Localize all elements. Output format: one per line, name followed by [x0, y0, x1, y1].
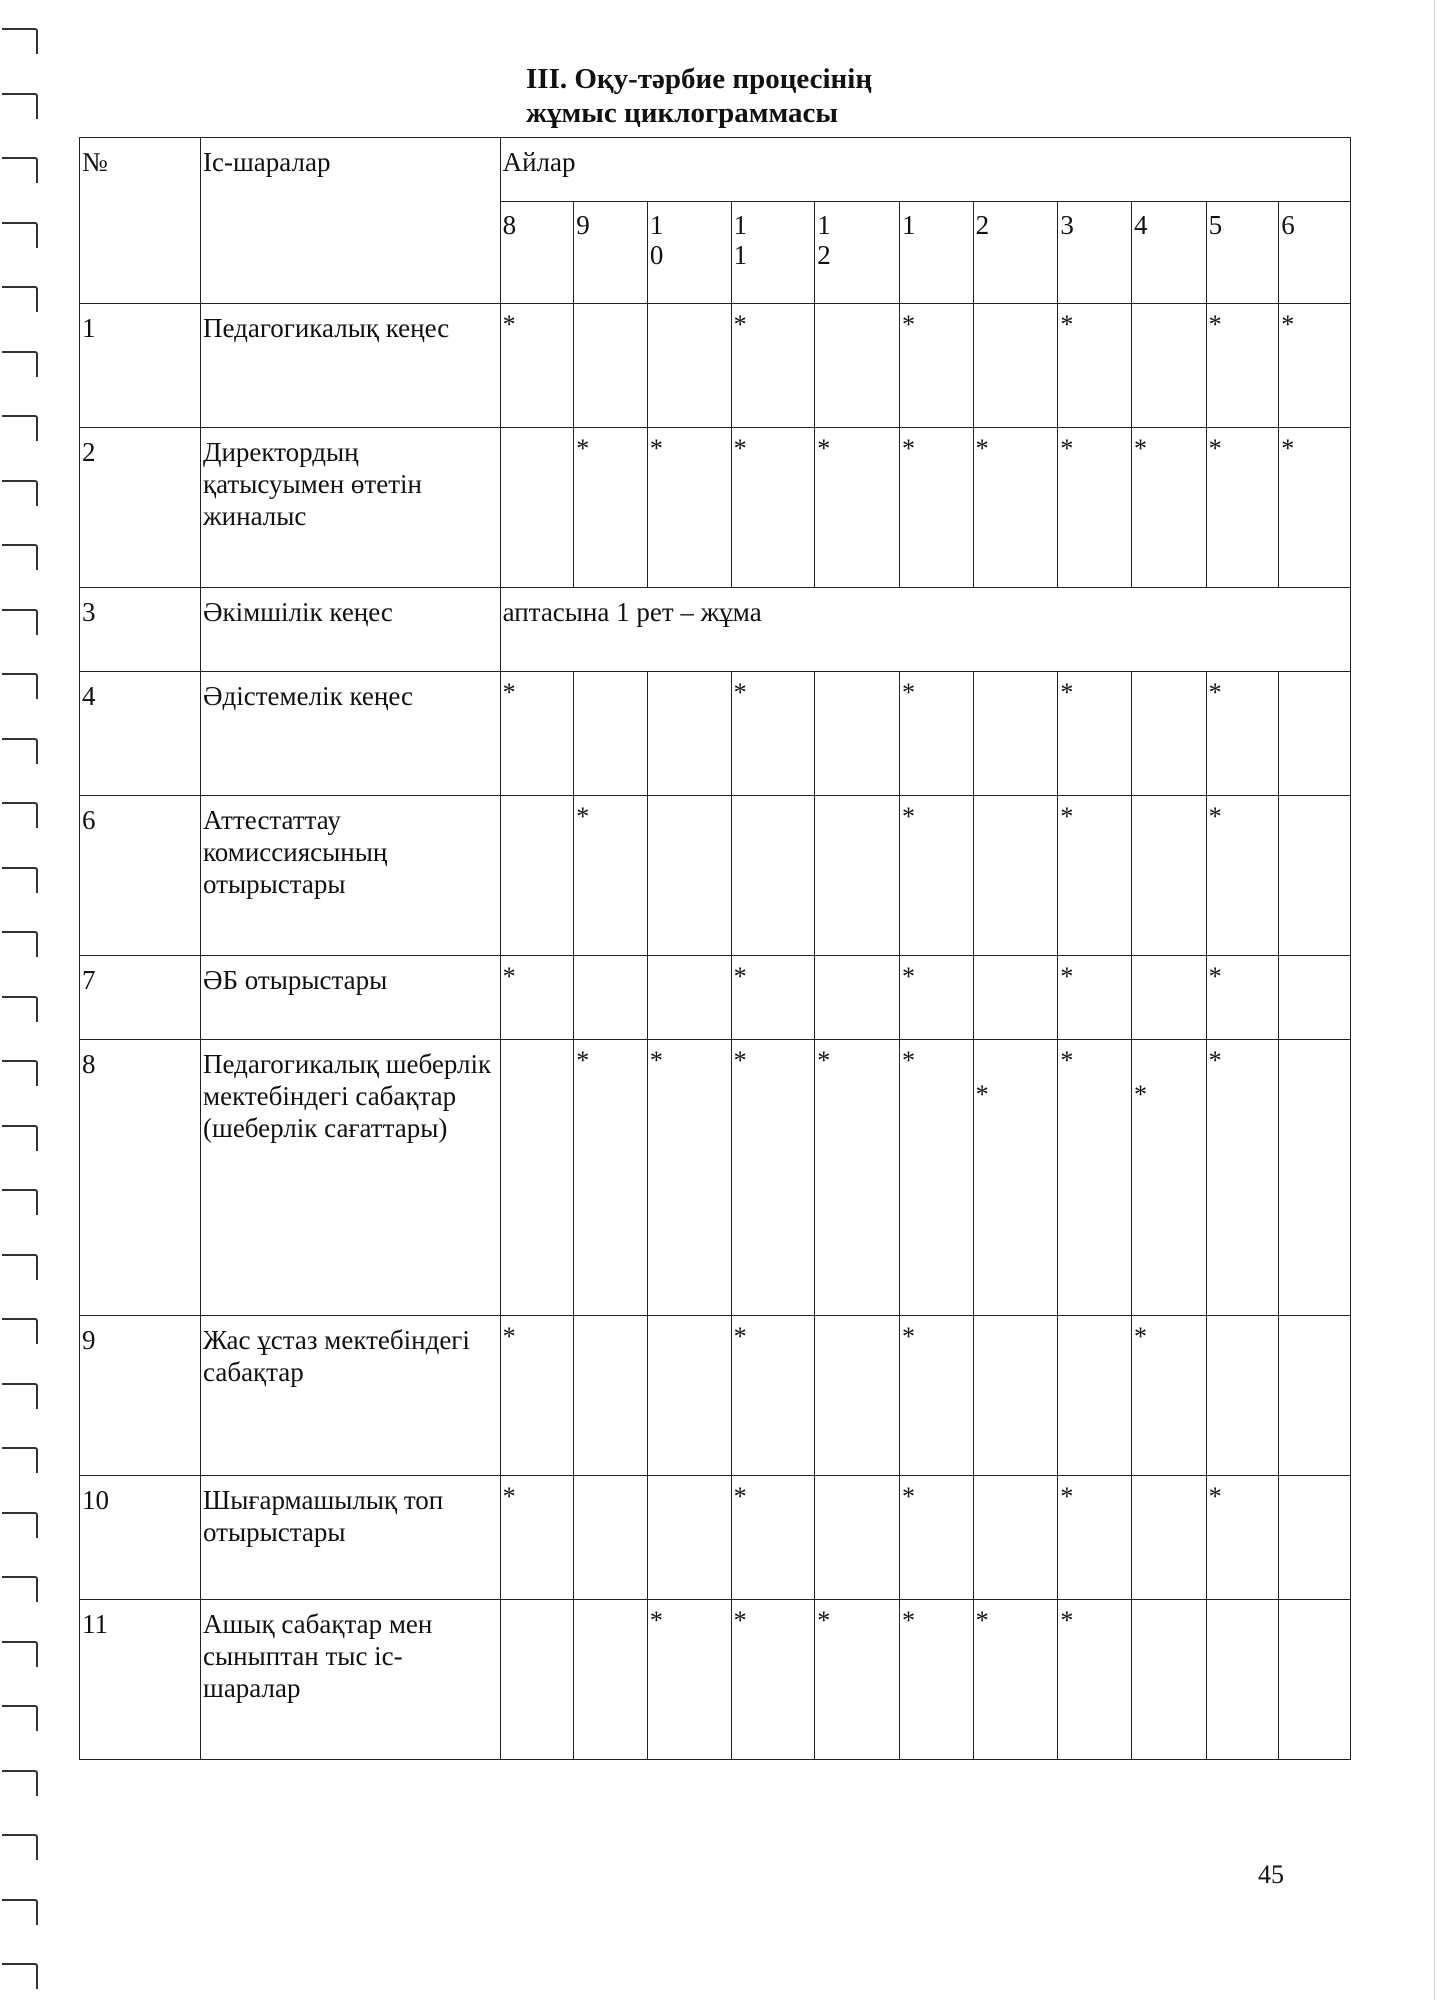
- month-cell: [900, 1476, 974, 1600]
- binding-ring: [2, 1705, 38, 1731]
- month-cell: [1206, 956, 1279, 1040]
- schedule-mark: *: [817, 434, 831, 463]
- event-name: Әдістемелік кеңес: [201, 672, 501, 796]
- schedule-mark: *: [817, 1606, 831, 1635]
- binding-ring: [2, 738, 38, 764]
- month-label: 9: [576, 210, 590, 240]
- table-row: [80, 956, 1351, 1040]
- month-cell: [1131, 428, 1206, 588]
- month-cell: [815, 304, 900, 428]
- row-number: 4: [80, 672, 201, 796]
- cyclogram-table: [79, 137, 1351, 1760]
- schedule-mark: *: [1281, 310, 1295, 339]
- schedule-mark: *: [733, 962, 747, 991]
- row-number: 11: [80, 1600, 201, 1760]
- schedule-mark: *: [733, 310, 747, 339]
- schedule-mark: *: [902, 802, 916, 831]
- month-label: 1: [902, 210, 916, 240]
- month-label: 1: [733, 240, 748, 270]
- header-row: [80, 138, 1351, 202]
- event-name: Әкімшілік кеңес: [201, 588, 501, 672]
- month-cell: [1206, 672, 1279, 796]
- schedule-mark: *: [1060, 1046, 1074, 1075]
- month-cell: [1279, 1600, 1351, 1760]
- schedule-mark: *: [975, 434, 989, 463]
- schedule-mark: *: [649, 1606, 663, 1635]
- binding-ring: [2, 351, 38, 377]
- spiral-binding: [0, 0, 52, 2000]
- month-cell: [500, 672, 574, 796]
- page-title: [460, 62, 980, 130]
- table-row: [80, 1040, 1351, 1316]
- month-label: 1: [817, 210, 831, 240]
- row-number: 7: [80, 956, 201, 1040]
- table-row: [80, 304, 1351, 428]
- schedule-mark: *: [902, 1046, 916, 1075]
- month-cell: [1058, 428, 1132, 588]
- row-number: 10: [80, 1476, 201, 1600]
- binding-ring: [2, 609, 38, 635]
- schedule-mark: *: [733, 434, 747, 463]
- month-cell: [900, 796, 974, 956]
- month-cell: [647, 796, 731, 956]
- month-cell: [500, 1476, 574, 1600]
- month-cell: [1058, 1316, 1132, 1476]
- schedule-mark: *: [1060, 1482, 1074, 1511]
- month-cell: [1206, 1040, 1279, 1316]
- binding-ring: [2, 1770, 38, 1796]
- schedule-mark: *: [502, 1482, 516, 1511]
- month-cell: [973, 304, 1058, 428]
- month-header-cell: [500, 202, 574, 304]
- schedule-mark: *: [576, 802, 590, 831]
- month-cell: [647, 428, 731, 588]
- month-cell: [731, 428, 815, 588]
- binding-ring: [2, 673, 38, 699]
- event-name: Педагогикалық шеберлік мектебіндегі сабақтар (шеберлік сағаттары): [201, 1040, 501, 1316]
- binding-ring: [2, 1318, 38, 1344]
- row-number: 2: [80, 428, 201, 588]
- month-cell: [731, 1316, 815, 1476]
- schedule-mark: *: [1060, 1606, 1074, 1635]
- month-cell: [731, 796, 815, 956]
- table-row: [80, 1476, 1351, 1600]
- month-cell: [731, 956, 815, 1040]
- schedule-mark: *: [733, 1322, 747, 1351]
- schedule-mark: *: [1208, 1482, 1222, 1511]
- binding-ring: [2, 222, 38, 248]
- month-cell: [815, 428, 900, 588]
- month-header-cell: [1279, 202, 1351, 304]
- event-name: Жас ұстаз мектебіндегі сабақтар: [201, 1316, 501, 1476]
- month-cell: [731, 1600, 815, 1760]
- binding-ring: [2, 1254, 38, 1280]
- month-cell: [1206, 1316, 1279, 1476]
- binding-ring: [2, 1576, 38, 1602]
- schedule-mark: *: [502, 962, 516, 991]
- schedule-mark: *: [1060, 678, 1074, 707]
- month-label: 1: [649, 210, 664, 240]
- month-cell: [815, 1040, 900, 1316]
- event-name: ӘБ отырыстары: [201, 956, 501, 1040]
- month-cell: [1058, 1476, 1132, 1600]
- schedule-mark: *: [902, 678, 916, 707]
- month-cell: [574, 796, 648, 956]
- month-label: 5: [1208, 210, 1223, 240]
- month-cell: [1131, 1040, 1206, 1316]
- month-cell: [574, 1040, 648, 1316]
- binding-ring: [2, 1963, 38, 1989]
- binding-ring: [2, 1834, 38, 1860]
- schedule-mark: *: [1208, 678, 1222, 707]
- binding-ring: [2, 1125, 38, 1151]
- month-cell: [900, 1040, 974, 1316]
- month-cell: [1279, 1316, 1351, 1476]
- binding-ring: [2, 996, 38, 1022]
- binding-ring: [2, 415, 38, 441]
- binding-ring: [2, 544, 38, 570]
- schedule-mark: *: [902, 962, 916, 991]
- month-cell: [900, 1316, 974, 1476]
- binding-ring: [2, 1899, 38, 1925]
- month-cell: [1206, 1476, 1279, 1600]
- month-cell: [1058, 304, 1132, 428]
- month-cell: [1206, 428, 1279, 588]
- schedule-mark: *: [502, 678, 516, 707]
- binding-ring: [2, 1189, 38, 1215]
- month-cell: [1058, 956, 1132, 1040]
- month-cell: [731, 1040, 815, 1316]
- month-cell: [973, 1600, 1058, 1760]
- schedule-mark: *: [733, 678, 747, 707]
- schedule-mark: *: [1208, 962, 1222, 991]
- month-cell: [973, 1040, 1058, 1316]
- binding-ring: [2, 802, 38, 828]
- month-cell: [731, 672, 815, 796]
- schedule-mark: *: [502, 1322, 516, 1351]
- event-name: Педагогикалық кеңес: [201, 304, 501, 428]
- row-number: 1: [80, 304, 201, 428]
- month-cell: [574, 956, 648, 1040]
- schedule-mark: *: [975, 1080, 989, 1109]
- schedule-mark: *: [733, 1482, 747, 1511]
- month-cell: [1131, 1600, 1206, 1760]
- event-name: Шығармашылық топ отырыстары: [201, 1476, 501, 1600]
- title-line-1: III. Оқу-тәрбие процесінің: [526, 63, 873, 95]
- schedule-mark: *: [975, 1606, 989, 1635]
- month-header-cell: [574, 202, 648, 304]
- table-row: [80, 796, 1351, 956]
- schedule-mark: *: [1281, 434, 1295, 463]
- schedule-note: аптасына 1 рет – жұма: [500, 588, 1350, 672]
- month-cell: [574, 304, 648, 428]
- month-cell: [815, 672, 900, 796]
- month-cell: [1279, 672, 1351, 796]
- month-cell: [900, 672, 974, 796]
- month-cell: [500, 428, 574, 588]
- month-label: 2: [817, 240, 831, 270]
- schedule-mark: *: [902, 1482, 916, 1511]
- month-cell: [647, 672, 731, 796]
- row-number: 8: [80, 1040, 201, 1316]
- page-number: 45: [1258, 1860, 1284, 1889]
- schedule-mark: *: [1060, 802, 1074, 831]
- row-number: 3: [80, 588, 201, 672]
- month-cell: [900, 304, 974, 428]
- month-cell: [731, 1476, 815, 1600]
- schedule-mark: *: [649, 434, 663, 463]
- schedule-mark: *: [576, 1046, 590, 1075]
- page-edge: [1434, 0, 1435, 2000]
- schedule-mark: *: [902, 434, 916, 463]
- month-cell: [1058, 796, 1132, 956]
- title-line-2: жұмыс циклограммасы: [526, 97, 839, 129]
- month-header-cell: [1206, 202, 1279, 304]
- month-cell: [1058, 672, 1132, 796]
- month-cell: [815, 1316, 900, 1476]
- month-cell: [1131, 956, 1206, 1040]
- schedule-mark: *: [1208, 802, 1222, 831]
- month-cell: [500, 1600, 574, 1760]
- month-cell: [1058, 1040, 1132, 1316]
- table-row: [80, 1600, 1351, 1760]
- month-cell: [647, 956, 731, 1040]
- schedule-mark: *: [817, 1046, 831, 1075]
- month-cell: [815, 956, 900, 1040]
- month-cell: [574, 672, 648, 796]
- event-name: Директордың қатысуымен өтетін жиналыс: [201, 428, 501, 588]
- binding-ring: [2, 1447, 38, 1473]
- month-label: 1: [733, 210, 748, 240]
- month-cell: [815, 1476, 900, 1600]
- month-label: 6: [1281, 210, 1295, 240]
- table-row: [80, 428, 1351, 588]
- binding-ring: [2, 867, 38, 893]
- month-cell: [574, 428, 648, 588]
- month-cell: [1279, 1040, 1351, 1316]
- binding-ring: [2, 28, 38, 54]
- schedule-mark: *: [649, 1046, 663, 1075]
- month-header-cell: [1058, 202, 1132, 304]
- schedule-mark: *: [1208, 1046, 1222, 1075]
- month-label: 4: [1133, 210, 1148, 240]
- month-cell: [973, 672, 1058, 796]
- month-cell: [973, 1316, 1058, 1476]
- table-row: [80, 672, 1351, 796]
- month-cell: [574, 1316, 648, 1476]
- binding-ring: [2, 1383, 38, 1409]
- month-cell: [900, 1600, 974, 1760]
- month-cell: [1206, 304, 1279, 428]
- schedule-mark: *: [902, 310, 916, 339]
- binding-ring: [2, 93, 38, 119]
- month-cell: [1131, 672, 1206, 796]
- row-number: 6: [80, 796, 201, 956]
- month-header-cell: [900, 202, 974, 304]
- month-cell: [1279, 304, 1351, 428]
- month-cell: [1279, 428, 1351, 588]
- month-cell: [647, 1600, 731, 1760]
- schedule-mark: *: [1060, 310, 1074, 339]
- month-cell: [1279, 1476, 1351, 1600]
- table-row: [80, 588, 1351, 672]
- schedule-mark: *: [502, 310, 516, 339]
- month-cell: [1279, 796, 1351, 956]
- month-cell: [900, 956, 974, 1040]
- month-cell: [973, 796, 1058, 956]
- schedule-mark: *: [902, 1606, 916, 1635]
- schedule-mark: *: [902, 1322, 916, 1351]
- binding-ring: [2, 931, 38, 957]
- table-row: [80, 1316, 1351, 1476]
- month-header-cell: [1131, 202, 1206, 304]
- schedule-mark: *: [1133, 1322, 1147, 1351]
- schedule-mark: *: [1060, 434, 1074, 463]
- month-cell: [647, 304, 731, 428]
- month-cell: [500, 796, 574, 956]
- month-cell: [815, 796, 900, 956]
- month-header-cell: [731, 202, 815, 304]
- schedule-mark: *: [1060, 962, 1074, 991]
- binding-ring: [2, 286, 38, 312]
- month-label: 8: [502, 210, 517, 240]
- month-cell: [1206, 1600, 1279, 1760]
- month-cell: [1131, 1476, 1206, 1600]
- month-cell: [500, 1316, 574, 1476]
- header-events: Іс-шаралар: [201, 138, 501, 304]
- schedule-mark: *: [1208, 310, 1222, 339]
- month-cell: [731, 304, 815, 428]
- month-cell: [574, 1476, 648, 1600]
- month-cell: [647, 1316, 731, 1476]
- month-header-cell: [647, 202, 731, 304]
- month-cell: [500, 1040, 574, 1316]
- month-cell: [973, 428, 1058, 588]
- schedule-mark: *: [1208, 434, 1222, 463]
- header-months: Айлар: [500, 138, 1350, 202]
- month-cell: [1131, 1316, 1206, 1476]
- binding-ring: [2, 480, 38, 506]
- schedule-mark: *: [733, 1606, 747, 1635]
- month-cell: [973, 956, 1058, 1040]
- month-cell: [1279, 956, 1351, 1040]
- row-number: 9: [80, 1316, 201, 1476]
- month-cell: [574, 1600, 648, 1760]
- month-label: 0: [649, 240, 664, 270]
- month-cell: [500, 956, 574, 1040]
- month-label: 2: [975, 210, 990, 240]
- binding-ring: [2, 1641, 38, 1667]
- month-cell: [815, 1600, 900, 1760]
- schedule-mark: *: [1133, 434, 1147, 463]
- schedule-mark: *: [733, 1046, 747, 1075]
- month-cell: [1131, 304, 1206, 428]
- binding-ring: [2, 1512, 38, 1538]
- month-cell: [500, 304, 574, 428]
- month-header-cell: [815, 202, 900, 304]
- month-cell: [1058, 1600, 1132, 1760]
- month-cell: [1206, 796, 1279, 956]
- month-header-cell: [973, 202, 1058, 304]
- month-cell: [1131, 796, 1206, 956]
- month-label: 3: [1060, 210, 1074, 240]
- binding-ring: [2, 157, 38, 183]
- header-number: №: [80, 138, 201, 304]
- month-cell: [647, 1476, 731, 1600]
- month-cell: [973, 1476, 1058, 1600]
- binding-ring: [2, 1060, 38, 1086]
- schedule-mark: *: [576, 434, 590, 463]
- schedule-mark: *: [1133, 1080, 1147, 1109]
- month-cell: [900, 428, 974, 588]
- month-cell: [647, 1040, 731, 1316]
- event-name: Аттестаттау комиссиясының отырыстары: [201, 796, 501, 956]
- event-name: Ашық сабақтар мен сыныптан тыс іс-шаралар: [201, 1600, 501, 1760]
